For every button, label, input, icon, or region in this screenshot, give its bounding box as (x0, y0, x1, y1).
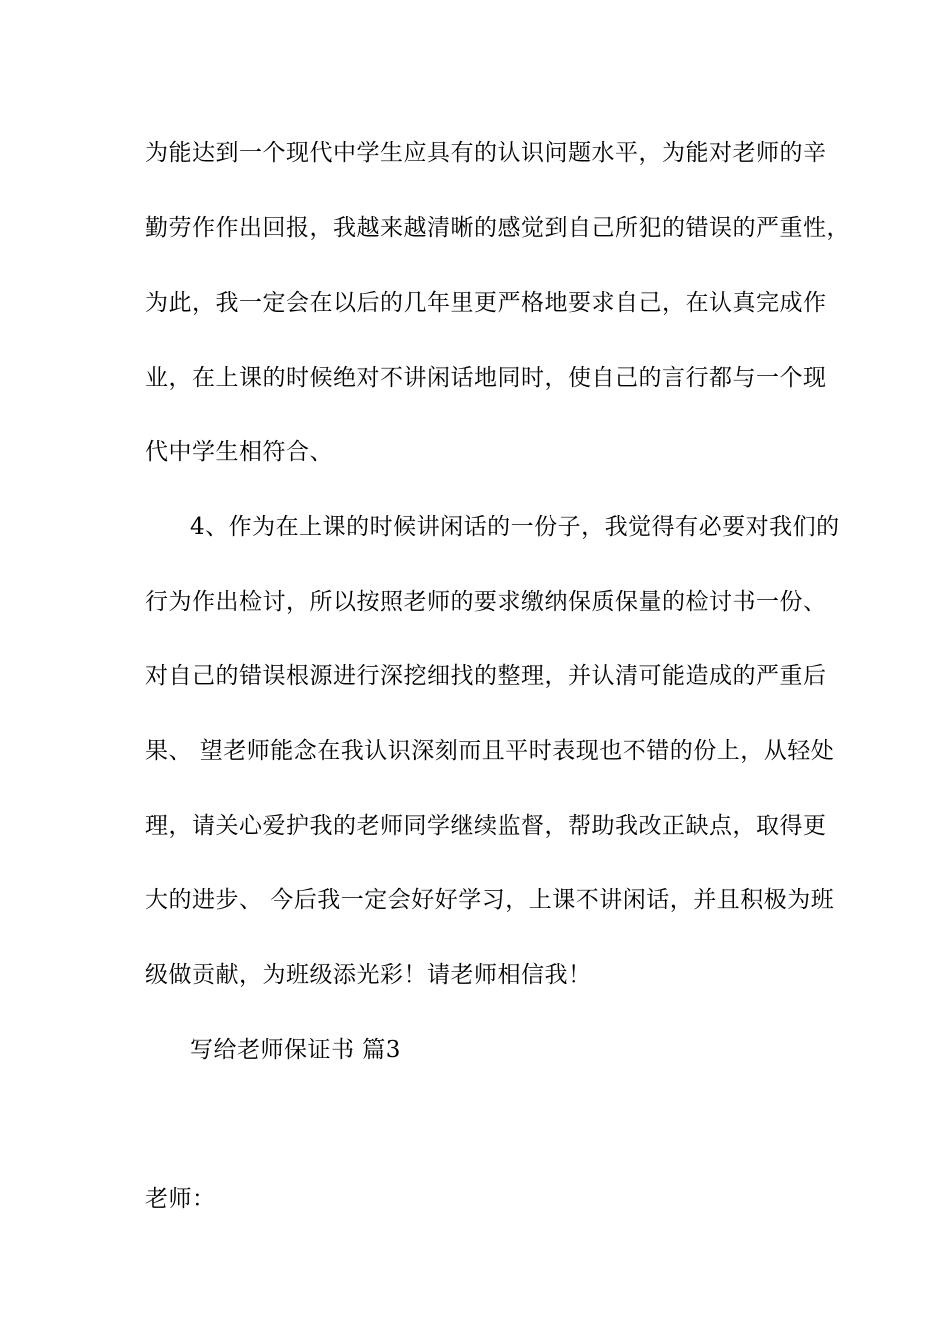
paragraph-line: 对自己的错误根源进行深挖细找的整理，并认清可能造成的严重后 (145, 663, 827, 689)
paragraph-line: 4、作为在上课的时候讲闲话的一份子，我觉得有必要对我们的 (190, 514, 840, 540)
paragraph-line: 为此，我一定会在以后的几年里更严格地要求自己，在认真完成作 (145, 290, 827, 316)
paragraph-line: 勤劳作作出回报，我越来越清晰的感觉到自己所犯的错误的严重性， (145, 215, 850, 241)
salutation: 老师： (145, 1186, 216, 1212)
paragraph-line: 级做贡献，为班级添光彩！请老师相信我！ (145, 962, 592, 988)
paragraph-line: 业，在上课的时候绝对不讲闲话地同时，使自己的言行都与一个现 (145, 365, 827, 391)
paragraph-line: 理，请关心爱护我的老师同学继续监督，帮助我改正缺点，取得更 (145, 813, 827, 839)
paragraph-line: 代中学生相符合、 (145, 439, 333, 465)
paragraph-line: 果、 望老师能念在我认识深刻而且平时表现也不错的份上，从轻处 (145, 738, 835, 764)
paragraph-line: 大的进步、 今后我一定会好好学习，上课不讲闲话，并且积极为班 (145, 887, 835, 913)
paragraph-line: 行为作出检讨，所以按照老师的要求缴纳保质保量的检讨书一份、 (145, 589, 827, 615)
paragraph-line: 为能达到一个现代中学生应具有的认识问题水平，为能对老师的辛 (145, 140, 827, 166)
section-heading: 写给老师保证书 篇3 (190, 1037, 401, 1063)
